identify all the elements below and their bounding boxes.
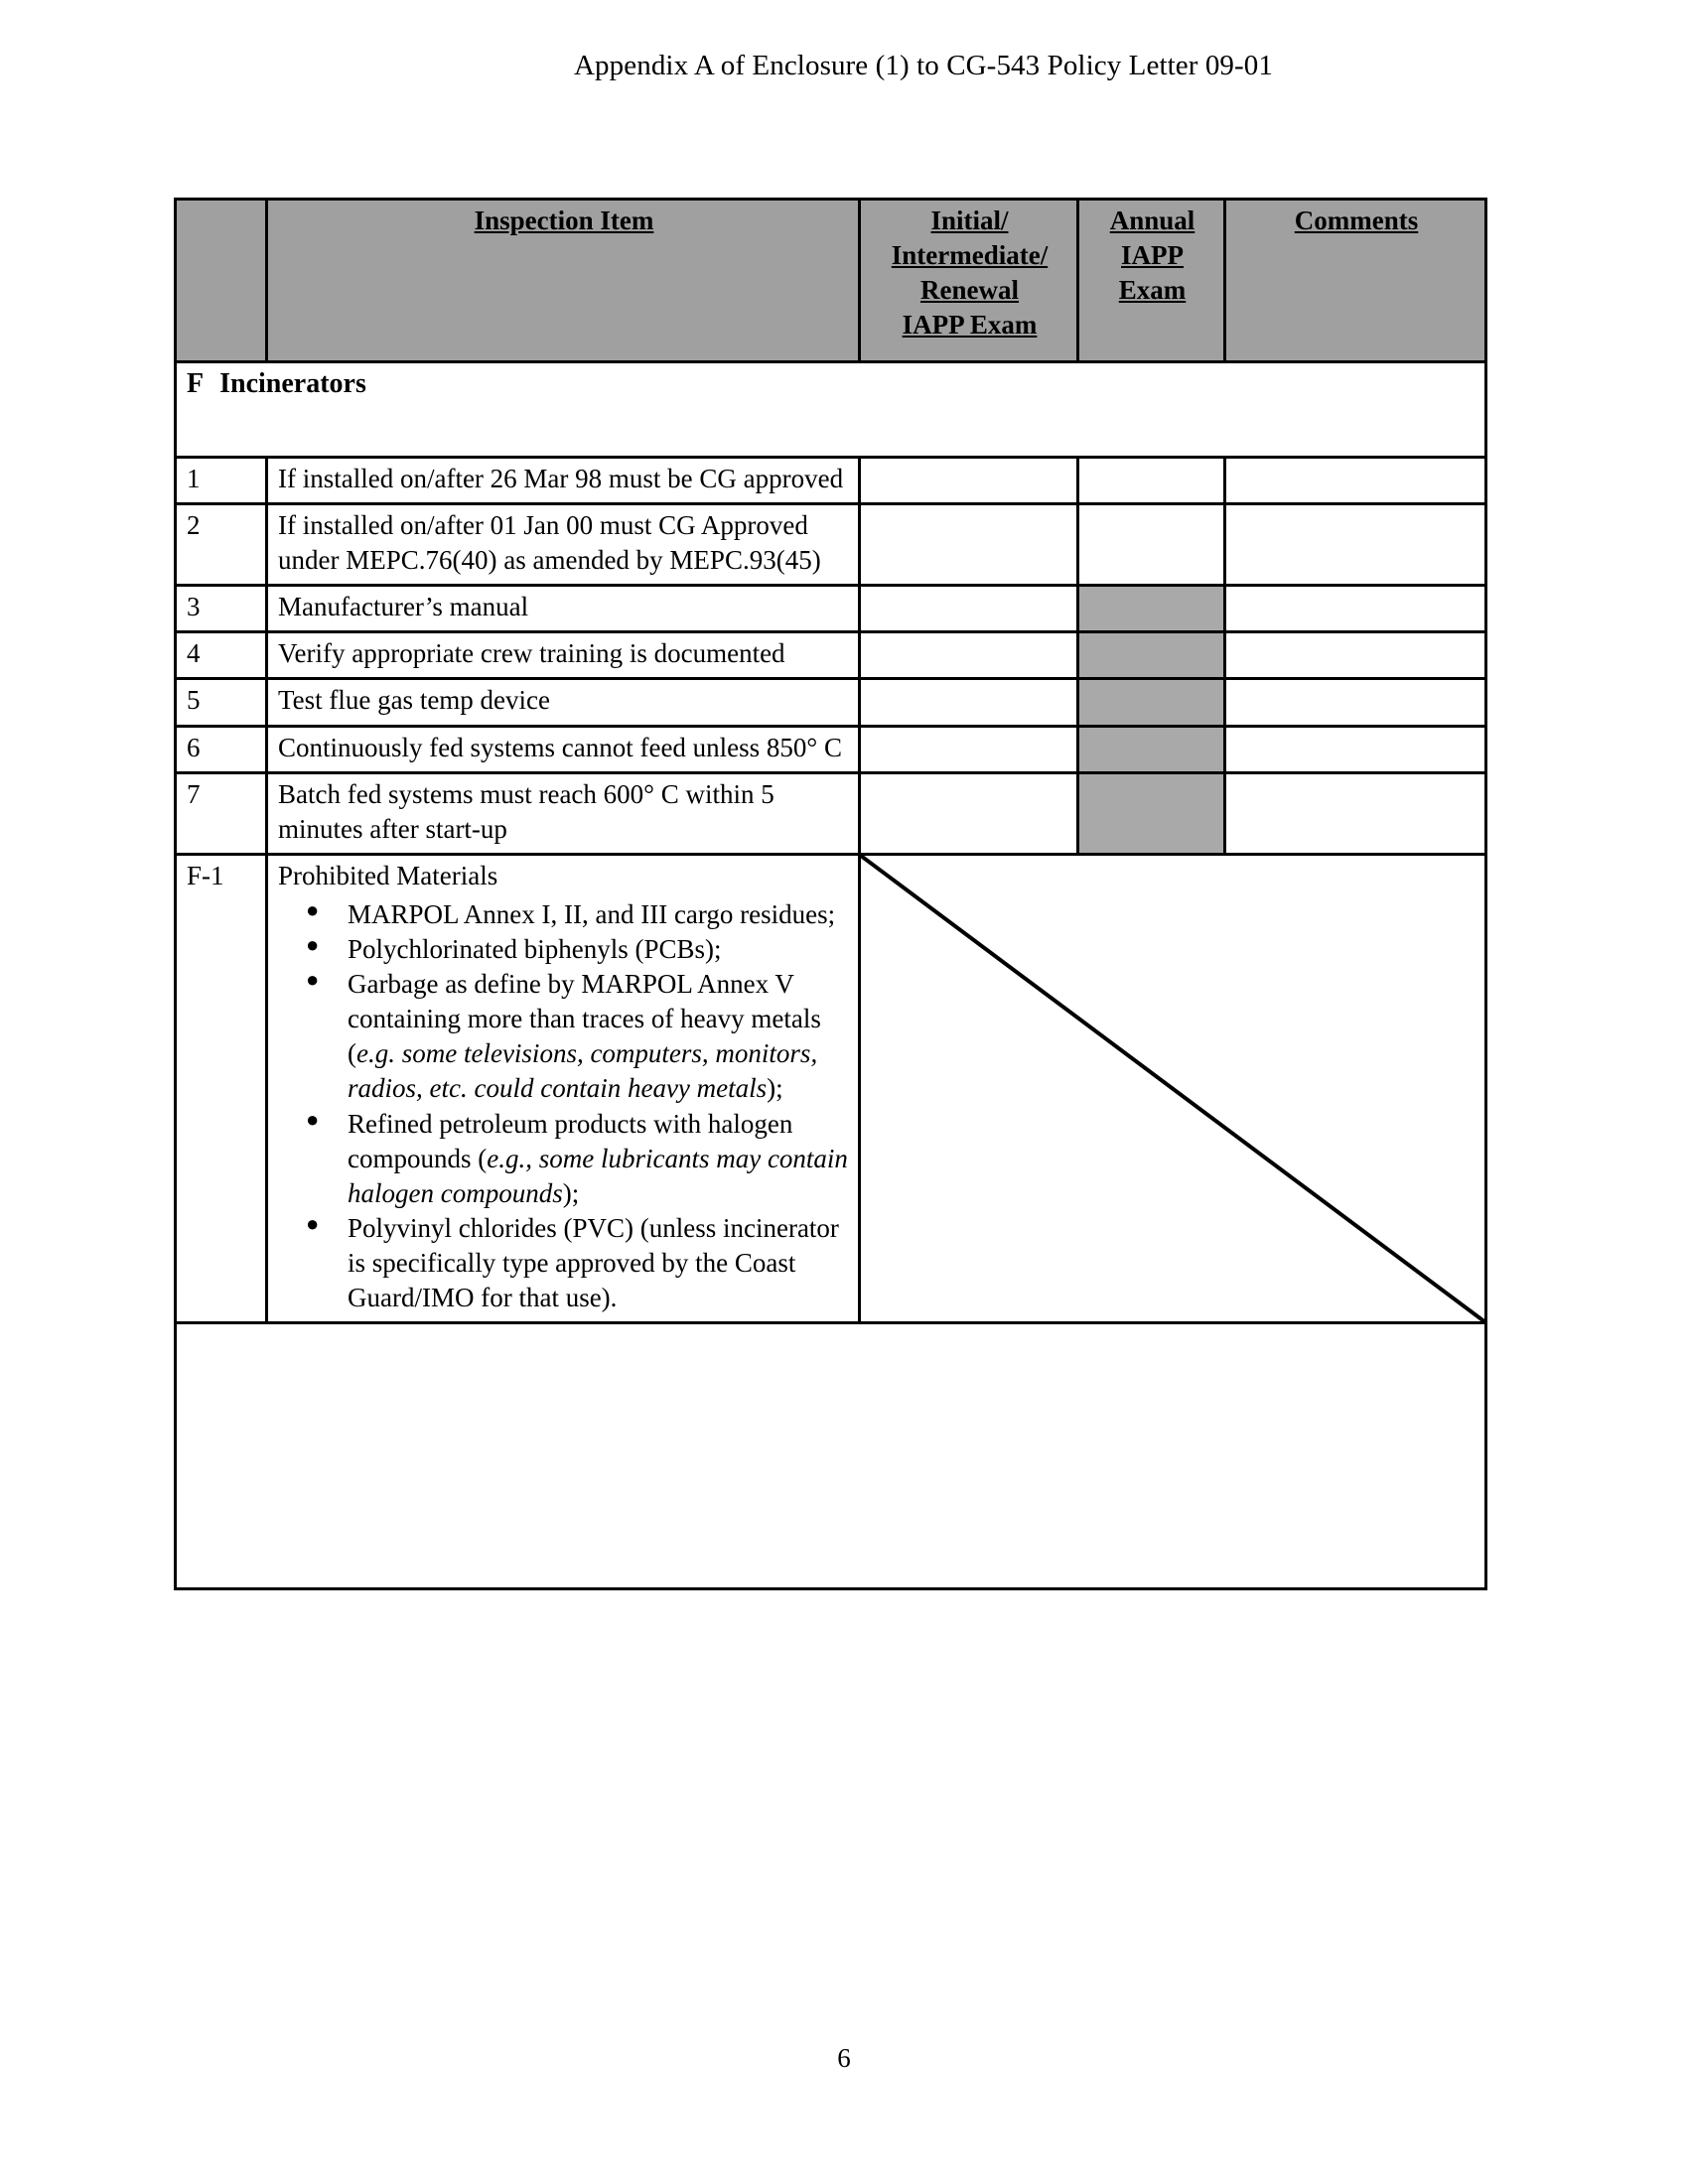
inspection-checklist-table — [174, 198, 1487, 1590]
header-cell-inspection-item — [267, 200, 860, 362]
bullet-icon: ● — [306, 1106, 320, 1132]
row-annual-exam-cell-disabled — [1078, 772, 1225, 854]
row-inspection-item: Verify appropriate crew training is documented — [267, 632, 860, 679]
bullet-text: Garbage as define by MARPOL Annex V containing more than traces of heavy metals ( — [348, 969, 821, 1069]
bullet-icon: ● — [306, 896, 320, 922]
table-row-prohibited-materials — [176, 854, 1486, 1322]
bullet-text: Refined petroleum products with halogen compounds ( — [348, 1108, 793, 1173]
header-label-annual-line3: Exam — [1118, 275, 1187, 306]
header-label-initial-line3: Renewal — [920, 275, 1019, 306]
row-annual-exam-cell-disabled — [1078, 632, 1225, 679]
bullet-text-italic: e.g., some lubricants may contain halogen compounds — [348, 1143, 848, 1208]
table-row — [176, 679, 1486, 726]
header-label-initial-line2: Intermediate/ — [891, 240, 1049, 271]
row-comments-cell[interactable] — [1225, 772, 1486, 854]
page-header — [0, 50, 1688, 82]
section-title-cell — [176, 362, 1486, 458]
table-row — [176, 632, 1486, 679]
row-initial-exam-cell[interactable] — [860, 726, 1078, 772]
row-comments-cell[interactable] — [1225, 679, 1486, 726]
header-label-initial-line4: IAPP Exam — [902, 310, 1038, 341]
row-comments-cell[interactable] — [1225, 458, 1486, 504]
bullet-text: Polychlorinated biphenyls (PCBs); — [348, 934, 722, 965]
row-initial-exam-cell[interactable] — [860, 504, 1078, 586]
list-item — [278, 967, 850, 1106]
header-label-comments: Comments — [1294, 205, 1419, 235]
list-item — [278, 1211, 850, 1315]
table-row — [176, 726, 1486, 772]
table-row — [176, 586, 1486, 632]
prohibited-materials-title: Prohibited Materials — [278, 860, 498, 890]
prohibited-materials-list — [278, 897, 850, 1315]
bullet-text: Polyvinyl chlorides (PVC) (unless incinerator is specifically type approved by the Coast Guard/IMO for that use). — [348, 1212, 839, 1312]
header-cell-initial-intermediate-renewal — [860, 200, 1078, 362]
header-label-inspection-item: Inspection Item — [474, 205, 654, 235]
page-number: 6 — [837, 2043, 851, 2073]
bullet-icon: ● — [306, 1210, 320, 1236]
row-initial-exam-cell[interactable] — [860, 458, 1078, 504]
section-title: Incinerators — [219, 368, 366, 399]
row-number: 4 — [176, 632, 267, 679]
list-item — [278, 897, 850, 932]
table-row-blank — [176, 1323, 1486, 1589]
row-annual-exam-cell[interactable] — [1078, 504, 1225, 586]
table-row — [176, 458, 1486, 504]
row-number: 5 — [176, 679, 267, 726]
header-cell-number — [176, 200, 267, 362]
row-number: 6 — [176, 726, 267, 772]
row-number: 3 — [176, 586, 267, 632]
prohibited-not-applicable-cell — [860, 854, 1486, 1322]
header-label-annual-line1: Annual — [1109, 205, 1196, 235]
bullet-text-post: ); — [767, 1073, 783, 1104]
blank-cell[interactable] — [176, 1323, 1486, 1589]
row-inspection-item: Manufacturer’s manual — [267, 586, 860, 632]
diagonal-strike-icon — [861, 856, 1484, 1321]
row-initial-exam-cell[interactable] — [860, 586, 1078, 632]
row-comments-cell[interactable] — [1225, 726, 1486, 772]
row-number: 7 — [176, 772, 267, 854]
table-header-row — [176, 200, 1486, 362]
page-header-text: Appendix A of Enclosure (1) to CG-543 Policy Letter 09-01 — [574, 50, 1273, 81]
row-initial-exam-cell[interactable] — [860, 632, 1078, 679]
row-initial-exam-cell[interactable] — [860, 679, 1078, 726]
section-row-incinerators — [176, 362, 1486, 458]
row-comments-cell[interactable] — [1225, 632, 1486, 679]
header-label-initial-line1: Initial/ — [930, 205, 1009, 235]
row-number: 2 — [176, 504, 267, 586]
bullet-text-italic: e.g. some televisions, computers, monitors, radios, etc. could contain heavy metals — [348, 1038, 818, 1104]
row-inspection-item-prohibited — [267, 854, 860, 1322]
bullet-icon: ● — [306, 967, 320, 993]
row-comments-cell[interactable] — [1225, 586, 1486, 632]
row-inspection-item: If installed on/after 26 Mar 98 must be CG approved — [267, 458, 860, 504]
row-initial-exam-cell[interactable] — [860, 772, 1078, 854]
header-cell-comments — [1225, 200, 1486, 362]
row-annual-exam-cell-disabled — [1078, 586, 1225, 632]
table-row — [176, 504, 1486, 586]
row-comments-cell[interactable] — [1225, 504, 1486, 586]
table-row — [176, 772, 1486, 854]
bullet-text: MARPOL Annex I, II, and III cargo residues; — [348, 898, 836, 929]
bullet-icon: ● — [306, 932, 320, 958]
row-annual-exam-cell-disabled — [1078, 726, 1225, 772]
header-label-annual-line2: IAPP — [1121, 240, 1184, 271]
row-inspection-item: Test flue gas temp device — [267, 679, 860, 726]
row-number: 1 — [176, 458, 267, 504]
list-item — [278, 932, 850, 967]
row-annual-exam-cell-disabled — [1078, 679, 1225, 726]
row-inspection-item: If installed on/after 01 Jan 00 must CG Approved under MEPC.76(40) as amended by MEPC.93(45) — [267, 504, 860, 586]
row-annual-exam-cell[interactable] — [1078, 458, 1225, 504]
row-number: F-1 — [176, 854, 267, 1322]
row-inspection-item: Continuously fed systems cannot feed unless 850° C — [267, 726, 860, 772]
bullet-text-post: ); — [562, 1177, 580, 1208]
section-letter: F — [187, 368, 205, 399]
list-item — [278, 1107, 850, 1211]
header-cell-annual-iapp-exam — [1078, 200, 1225, 362]
row-inspection-item: Batch fed systems must reach 600° C within 5 minutes after start-up — [267, 772, 860, 854]
